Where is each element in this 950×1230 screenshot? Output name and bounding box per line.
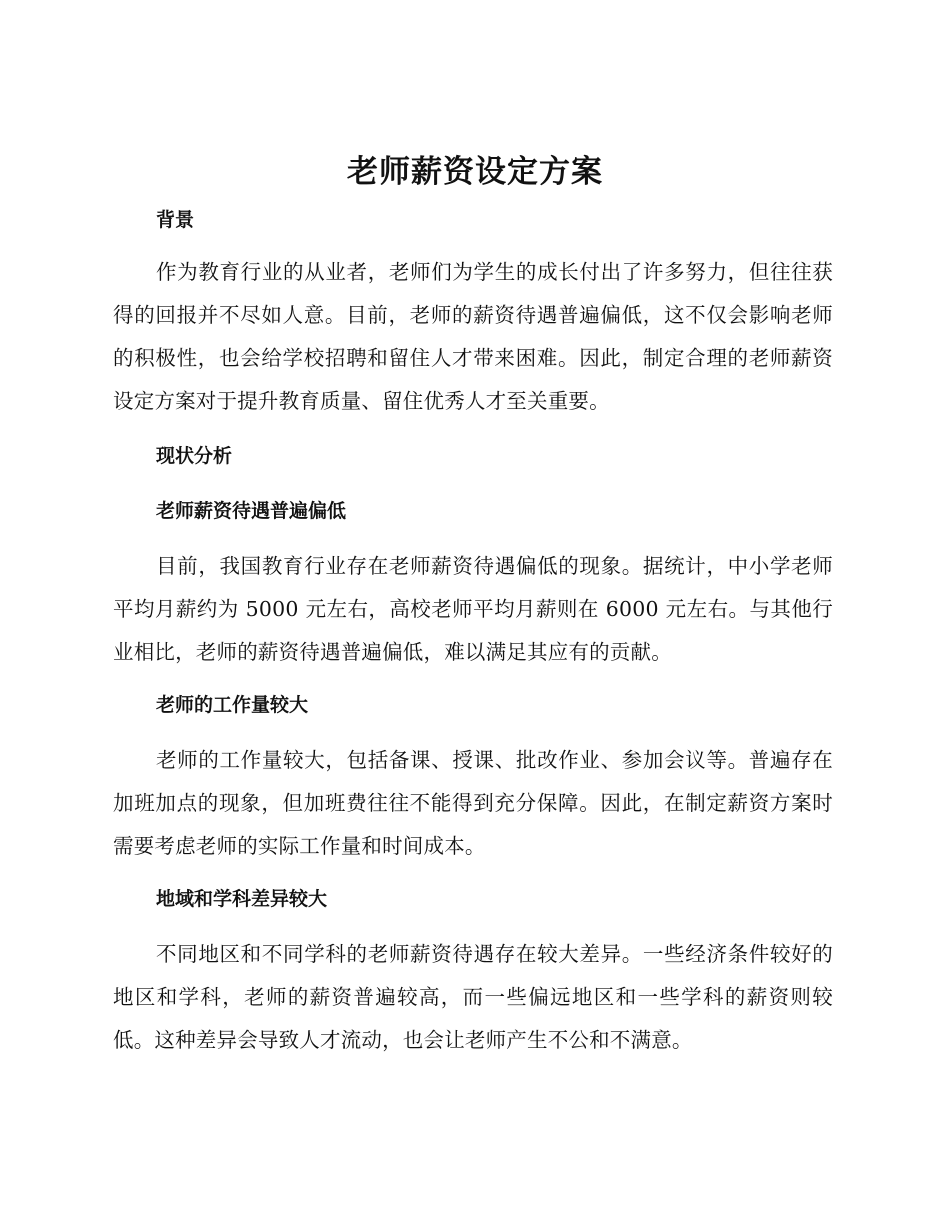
section-heading-regional-differences: 地域和学科差异较大 <box>156 888 328 910</box>
section-heading-low-salary: 老师薪资待遇普遍偏低 <box>156 500 347 522</box>
paragraph-background: 作为教育行业的从业者，老师们为学生的成长付出了许多努力，但往往获得的回报并不尽如人意。目前，老师的薪资待遇普遍偏低，这不仅会影响老师的积极性，也会给学校招聘和留住人才带来困难。因此，制定合理的老师薪资设定方案对于提升教育质量、留住优秀人才至关重要。 <box>113 260 833 413</box>
paragraph-regional-differences: 不同地区和不同学科的老师薪资待遇存在较大差异。一些经济条件较好的地区和学科，老师的薪资普遍较高，而一些偏远地区和一些学科的薪资则较低。这种差异会导致人才流动，也会让老师产生不公和不满意。 <box>113 942 833 1052</box>
document-title: 老师薪资设定方案 <box>347 154 603 190</box>
section-heading-background: 背景 <box>156 209 195 231</box>
paragraph-low-salary: 目前，我国教育行业存在老师薪资待遇偏低的现象。据统计，中小学老师平均月薪约为 5000 元左右，高校老师平均月薪则在 6000 元左右。与其他行业相比，老师的薪资待遇普遍偏低，难以满足其应有的贡献。 <box>113 554 833 664</box>
section-heading-status-analysis: 现状分析 <box>156 445 233 467</box>
paragraph-workload: 老师的工作量较大，包括备课、授课、批改作业、参加会议等。普遍存在加班加点的现象，但加班费往往不能得到充分保障。因此，在制定薪资方案时需要考虑老师的实际工作量和时间成本。 <box>113 748 833 858</box>
section-heading-workload: 老师的工作量较大 <box>156 694 309 716</box>
